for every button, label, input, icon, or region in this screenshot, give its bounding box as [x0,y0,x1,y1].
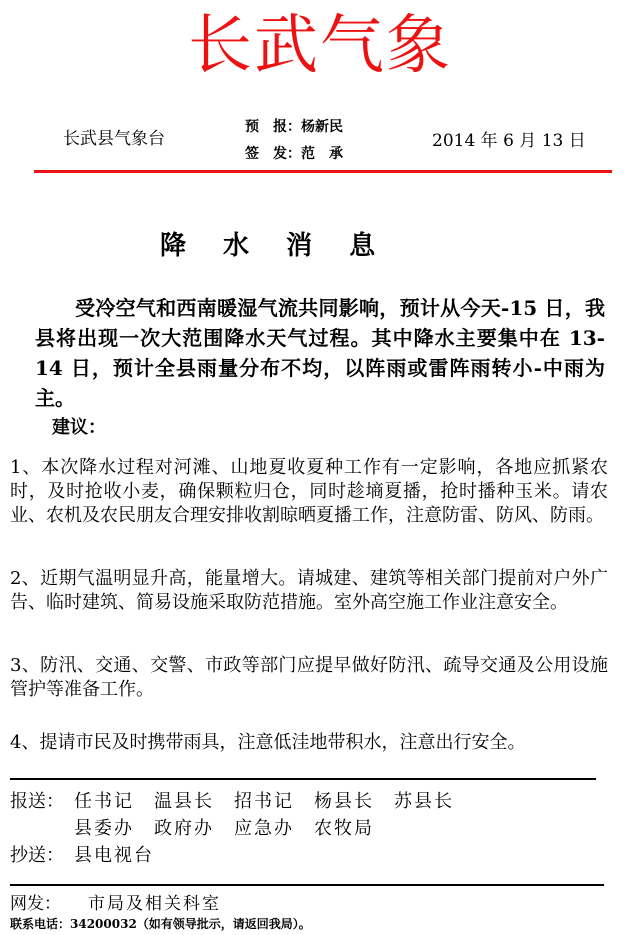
advice-item-1: 1、本次降水过程对河滩、山地夏收夏种工作有一定影响，各地应抓紧农时，及时抢收小麦，确保颗粒归仓，同时趁墒夏播，抢时播种玉米。请农业、农机及农民朋友合理安排收割晾晒夏播工作，注意防雷、防风、防雨。 [10,457,608,526]
issuer-name: 范 承 [301,146,343,162]
net-recipients: 市局及相关科室 [88,894,221,914]
issuer-label: 签 发： [245,146,301,162]
report-recipients-1: 任书记 温县长 招书记 杨县长 苏县长 [74,791,454,812]
forecaster-name: 杨新民 [301,119,343,135]
forecaster-label: 预 报： [245,119,301,135]
advice-item-2: 2、近期气温明显升高，能量增大。请城建、建筑等相关部门提前对户外广告、临时建筑、简易设施采取防范措施。室外高空施工作业注意安全。 [10,568,608,613]
report-label: 报送： [10,791,64,812]
copy-recipients: 县电视台 [74,845,154,866]
advice-item-4: 4、提请市民及时携带雨具，注意低洼地带积水，注意出行安全。 [10,732,526,753]
advice-item-3: 3、防汛、交通、交警、市政等部门应提早做好防汛、疏导交通及公用设施管护等准备工作。 [10,655,608,700]
document-title: 降 水 消 息 [160,231,390,261]
advice-heading: 建议： [52,417,106,438]
distribution-divider [10,778,596,780]
intro-paragraph: 受冷空气和西南暖湿气流共同影响，预计从今天-15 日，我县将出现一次大范围降水天气过程。其中降水主要集中在 13-14 日，预计全县雨量分布不均，以阵雨或雷阵雨转小-中雨为主。 [35,296,605,410]
header-divider [34,170,612,173]
issue-date: 2014 年 6 月 13 日 [432,131,586,151]
issuer-line [245,143,343,163]
contact-info: 联系电话：34200032（如有领导批示，请返回我局）。 [10,917,311,931]
forecaster-line [245,116,343,136]
footer-divider [10,884,604,886]
masthead-title: 长武气象 [188,9,452,83]
issuing-org: 长武县气象台 [63,129,165,149]
copy-label: 抄送： [10,845,64,866]
report-recipients-2: 县委办 政府办 应急办 农牧局 [74,818,374,839]
net-label: 网发： [10,894,61,914]
